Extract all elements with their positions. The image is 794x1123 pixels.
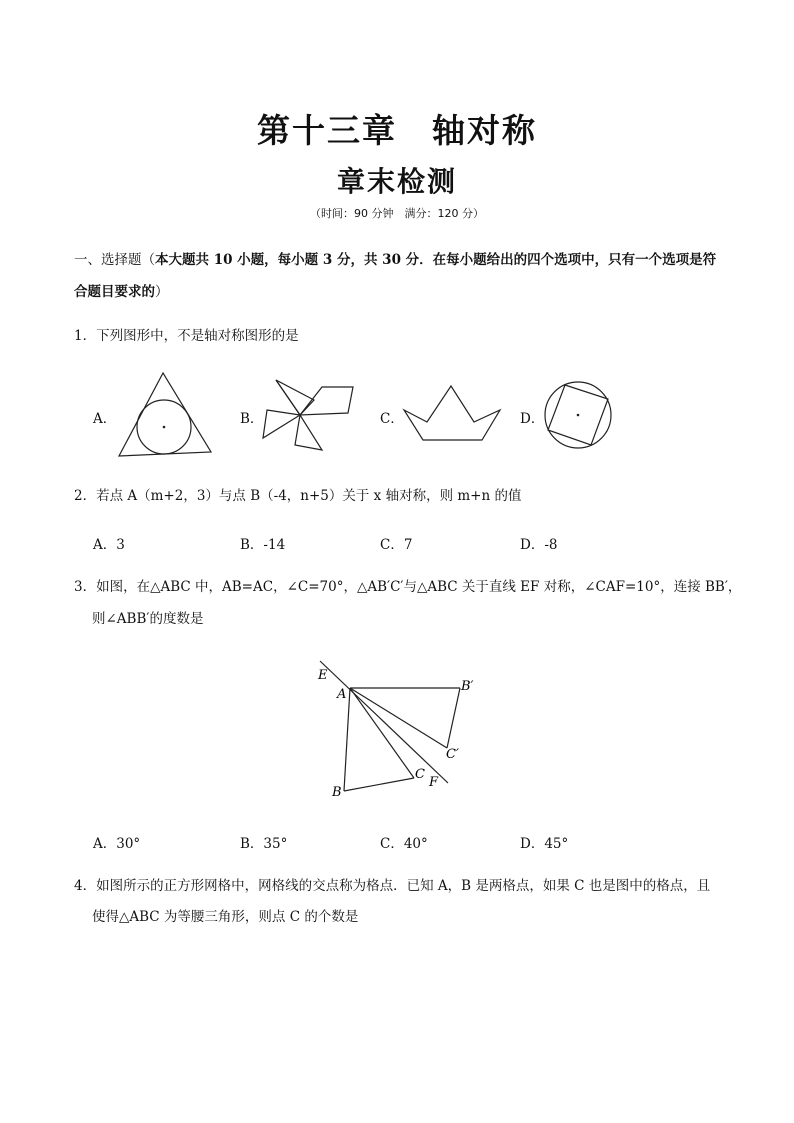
label-f: F xyxy=(429,775,439,790)
q2-option-b: B．-14 xyxy=(240,537,286,553)
q2-option-d: D．-8 xyxy=(520,537,558,553)
q1-option-b-label: B． xyxy=(240,411,264,427)
q4-stem-line2: 使得△ABC 为等腰三角形，则点 C 的个数是 xyxy=(92,909,359,925)
q3-stem-line1: 3．如图，在△ABC 中，AB=AC，∠C=70°，△AB′C′与△ABC 关于直线 EF 对称，∠CAF=10°，连接 BB′， xyxy=(74,579,742,595)
label-a: A xyxy=(337,687,347,702)
line-ef xyxy=(320,661,448,783)
section-heading: 一、选择题（ xyxy=(74,252,155,268)
q3-option-b: B．35° xyxy=(240,836,288,852)
chapter-subtitle: 章末检测 xyxy=(336,165,457,198)
q1-figure-a-triangle-circle xyxy=(115,370,215,460)
q2-stem: 2．若点 A（m+2，3）与点 B（-4，n+5）关于 x 轴对称，则 m+n 的值 xyxy=(74,488,522,504)
label-c-prime: C′ xyxy=(446,747,459,762)
q1-option-a-label: A． xyxy=(93,411,117,427)
q1-figure-c-paper-boat xyxy=(400,383,505,443)
section-instructions-line1 xyxy=(74,250,716,270)
chapter-title: 第十三章 轴对称 xyxy=(257,111,537,150)
section-instructions-line2 xyxy=(74,282,169,302)
exam-meta: （时间：90 分钟 满分：120 分） xyxy=(310,207,484,220)
q3-figure-reflection xyxy=(310,655,490,805)
q2-option-c: C．7 xyxy=(380,537,413,553)
q1-option-c-label: C． xyxy=(380,411,404,427)
q3-stem-line2: 则∠ABB′的度数是 xyxy=(92,611,204,627)
q4-stem-line1: 4．如图所示的正方形网格中，网格线的交点称为格点．已知 A，B 是两格点，如果 C 也是图中的格点，且 xyxy=(74,878,711,894)
section-close-paren: ） xyxy=(155,284,169,300)
section-rules: 本大题共 10 小题，每小题 3 分，共 30 分．在每小题给出的四个选项中，只有一个选项是符 xyxy=(155,252,717,268)
q3-option-d: D．45° xyxy=(520,836,569,852)
q1-figure-d-square-in-circle xyxy=(540,377,620,452)
q3-option-c: C．40° xyxy=(380,836,428,852)
q1-option-d-label: D． xyxy=(520,411,545,427)
q3-option-a: A．30° xyxy=(93,836,141,852)
section-rules-cont: 合题目要求的 xyxy=(74,284,155,300)
q2-option-a: A．3 xyxy=(93,537,125,553)
label-b-prime: B′ xyxy=(461,679,474,694)
label-e: E xyxy=(318,668,328,683)
label-b: B xyxy=(332,785,342,800)
label-c: C xyxy=(415,767,425,782)
q1-figure-b-pinwheel xyxy=(260,375,360,455)
q1-stem: 1．下列图形中，不是轴对称图形的是 xyxy=(74,328,299,344)
